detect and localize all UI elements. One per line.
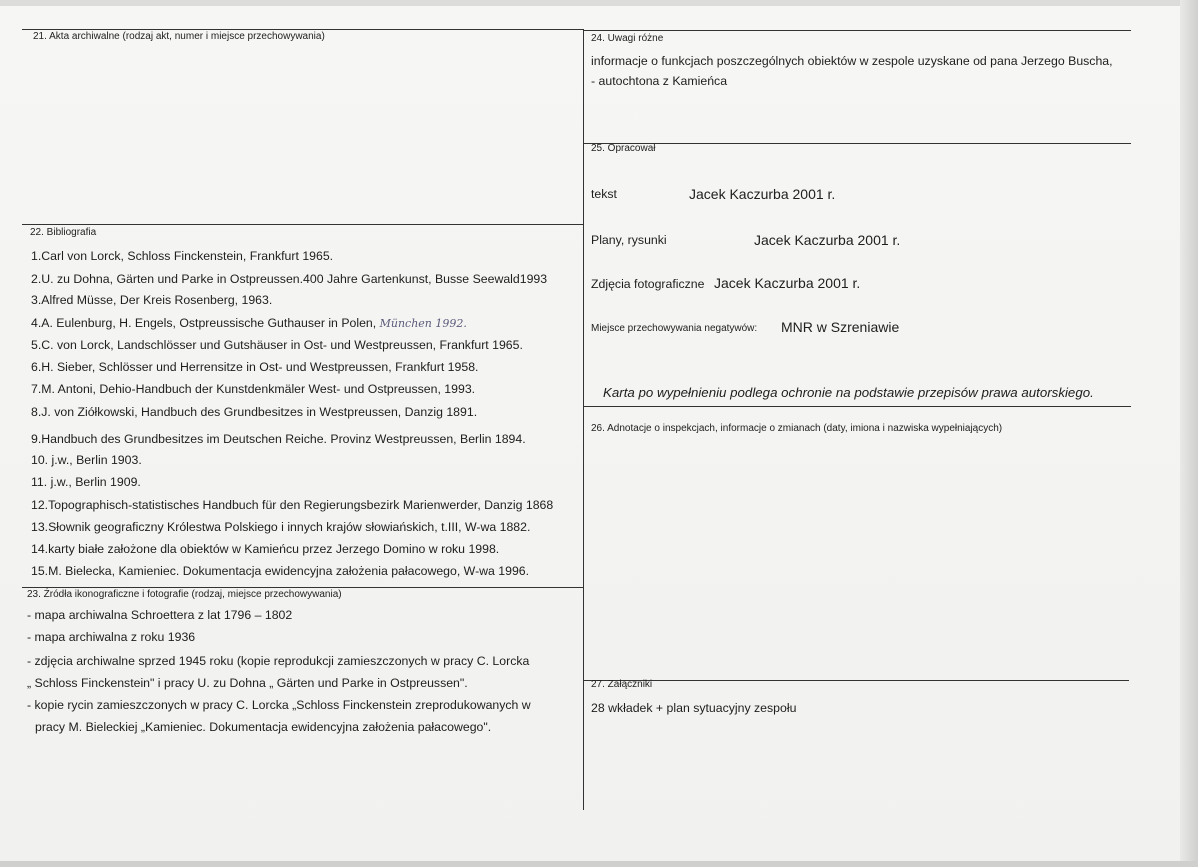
s23-label: 23. Źródła ikonograficzne i fotografie (rodzaj, miejsce przechowywania) xyxy=(27,589,342,600)
bib-item-2: 2.U. zu Dohna, Gärten und Parke in Ostpreussen.400 Jahre Gartenkunst, Busse Seewald1993 xyxy=(31,272,548,286)
bib-item-11: 11. j.w., Berlin 1909. xyxy=(31,475,141,489)
bib-item-13: 13.Słownik geograficzny Królestwa Polskiego i innych krajów słowiańskich, t.III, W-wa 1882. xyxy=(31,520,531,534)
s24-line-1: informacje o funkcjach poszczególnych obiektów w zespole uzyskane od pana Jerzego Buscha, xyxy=(591,54,1113,68)
bib-item-3: 3.Alfred Müsse, Der Kreis Rosenberg, 1963. xyxy=(31,293,273,307)
rule-s26 xyxy=(584,406,1131,407)
rule-s23 xyxy=(22,587,583,588)
s26-label: 26. Adnotacje o inspekcjach, informacje o zmianach (daty, imiona i nazwiska wypełniających) xyxy=(591,423,1003,434)
s25-tekst-label: tekst xyxy=(591,187,617,201)
bib-item-1: 1.Carl von Lorck, Schloss Finckenstein, Frankfurt 1965. xyxy=(31,249,334,263)
bib-item-15: 15.M. Bielecka, Kamieniec. Dokumentacja ewidencyjna założenia pałacowego, W-wa 1996. xyxy=(31,564,530,578)
bib-item-8: 8.J. von Ziółkowski, Handbuch des Grundbesitzes in Westpreussen, Danzig 1891. xyxy=(31,405,478,419)
s24-line-2: - autochtona z Kamieńca xyxy=(591,74,728,88)
s25-tekst-value: Jacek Kaczurba 2001 r. xyxy=(689,186,836,202)
s23-line-6: pracy M. Bieleckiej „Kamieniec. Dokumentacja ewidencyjna założenia pałacowego". xyxy=(35,720,492,734)
s25-negatywy-value: MNR w Szreniawie xyxy=(781,319,900,335)
s25-label: 25. Opracował xyxy=(591,143,656,154)
bib-item-4-text: 4.A. Eulenburg, H. Engels, Ostpreussische Guthauser in Polen, xyxy=(31,316,377,330)
s21-label: 21. Akta archiwalne (rodzaj akt, numer i miejsce przechowywania) xyxy=(33,31,325,42)
rule-top-left xyxy=(22,29,583,30)
s23-line-1: - mapa archiwalna Schroettera z lat 1796 – 1802 xyxy=(27,608,293,622)
s23-line-5: - kopie rycin zamieszczonych w pracy C. Lorcka „Schloss Finckenstein zreprodukowanych w xyxy=(27,698,531,712)
s25-plany-value: Jacek Kaczurba 2001 r. xyxy=(754,232,901,248)
rule-s27 xyxy=(584,680,1129,681)
center-divider xyxy=(583,29,584,810)
s25-zdjecia-label: Zdjęcia fotograficzne xyxy=(591,277,705,291)
bib-item-9: 9.Handbuch des Grundbesitzes im Deutschen Reiche. Provinz Westpreussen, Berlin 1894. xyxy=(31,432,526,446)
rule-s25 xyxy=(584,143,1131,144)
bib-item-7: 7.M. Antoni, Dehio-Handbuch der Kunstdenkmäler West- und Ostpreussen, 1993. xyxy=(31,382,476,396)
bib-item-4 xyxy=(31,316,467,330)
rule-s22 xyxy=(22,224,583,225)
bib-item-14: 14.karty białe założone dla obiektów w Kamieńcu przez Jerzego Domino w roku 1998. xyxy=(31,542,500,556)
bib-item-6: 6.H. Sieber, Schlösser und Herrensitze in Ost- und Westpreussen, Frankfurt 1958. xyxy=(31,360,479,374)
bib-item-4-handwritten-note: München 1992. xyxy=(379,317,467,330)
scan-edge-bottom xyxy=(0,861,1198,867)
s24-label: 24. Uwagi różne xyxy=(591,33,664,44)
s23-line-3: - zdjęcia archiwalne sprzed 1945 roku (kopie reprodukcji zamieszczonych w pracy C. Lorcka xyxy=(27,654,530,668)
copyright-note: Karta po wypełnieniu podlega ochronie na podstawie przepisów prawa autorskiego. xyxy=(603,385,1094,400)
s25-negatywy-label: Miejsce przechowywania negatywów: xyxy=(591,323,758,334)
bib-item-5: 5.C. von Lorck, Landschlösser und Gutshäuser in Ost- und Westpreussen, Frankfurt 1965. xyxy=(31,338,523,352)
scan-edge-right xyxy=(1180,0,1198,867)
rule-top-right xyxy=(584,30,1131,31)
s25-zdjecia-value: Jacek Kaczurba 2001 r. xyxy=(714,275,861,291)
s23-line-2: - mapa archiwalna z roku 1936 xyxy=(27,630,196,644)
s23-line-4: „ Schloss Finckenstein" i pracy U. zu Dohna „ Gärten und Parke in Ostpreussen". xyxy=(27,676,468,690)
s27-label: 27. Załączniki xyxy=(591,679,653,690)
s27-value: 28 wkładek + plan sytuacyjny zespołu xyxy=(591,701,797,715)
bib-item-12: 12.Topographisch-statistisches Handbuch für den Regierungsbezirk Marienwerder, Danzig 1868 xyxy=(31,498,554,512)
scan-edge-top xyxy=(0,0,1198,6)
bib-item-10: 10. j.w., Berlin 1903. xyxy=(31,453,142,467)
s22-label: 22. Bibliografia xyxy=(30,227,97,238)
s25-plany-label: Plany, rysunki xyxy=(591,233,667,247)
